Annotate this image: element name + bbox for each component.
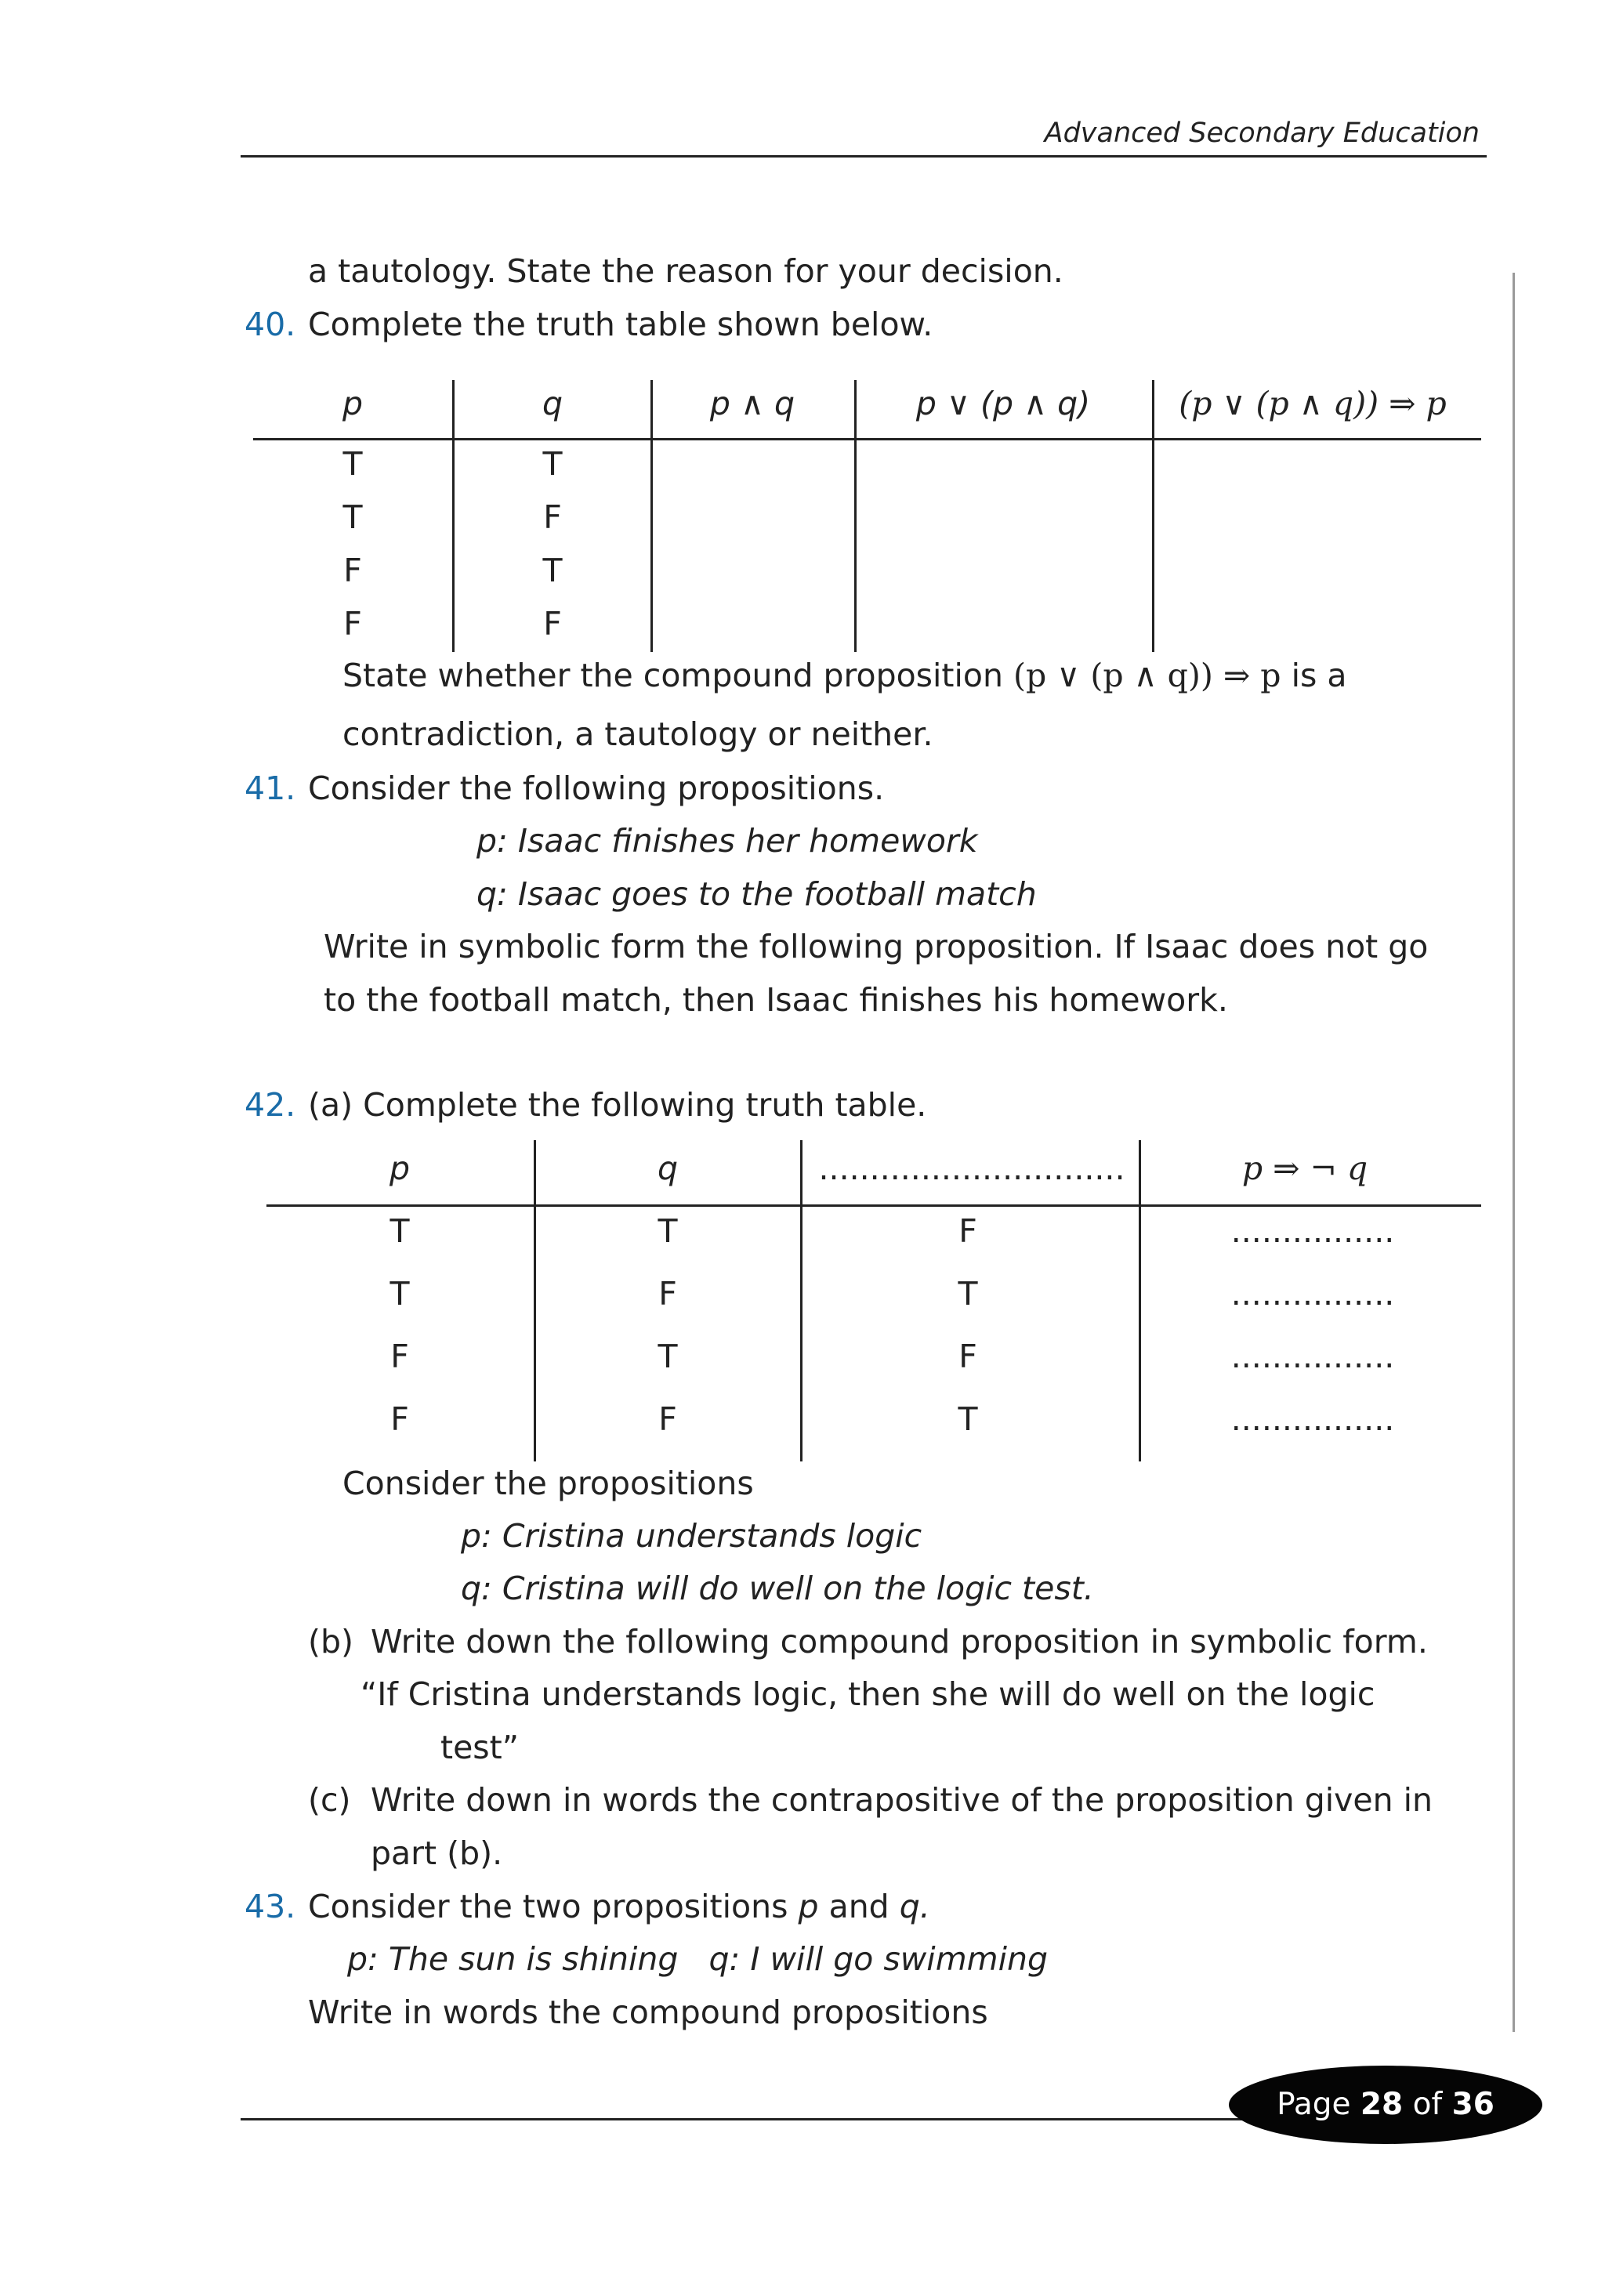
q40-cell: F	[343, 605, 362, 643]
q40-number: 40.	[245, 306, 296, 343]
q42-column-divider	[800, 1140, 802, 1461]
q42-cell: F	[658, 1275, 677, 1313]
q43-write: Write in words the compound propositions	[308, 1994, 988, 2031]
q40-cell: T	[542, 552, 563, 589]
page-of: of	[1412, 2087, 1443, 2122]
q42-b-quote-line2: test”	[440, 1729, 519, 1766]
q41-write-line2: to the football match, then Isaac finishes his homework.	[324, 981, 1228, 1019]
q40-state-pre: State whether the compound proposition	[342, 657, 1003, 694]
q42-cell: T	[958, 1275, 978, 1313]
q42-cell-blank: ................	[1230, 1400, 1395, 1438]
q43-text-q: q.	[899, 1888, 930, 1925]
q42-b-label: (b)	[308, 1623, 354, 1660]
q42-cell: F	[390, 1338, 409, 1375]
q39-tail: a tautology. State the reason for your decision.	[308, 252, 1063, 290]
q40-header-implication: (p ∨ (p ∧ q)) ⇒ p	[1179, 385, 1447, 422]
q42-b-quote-line1: “If Cristina understands logic, then she will do well on the logic	[360, 1675, 1375, 1713]
q43-text-and: and	[818, 1888, 900, 1925]
q40-column-divider	[1152, 380, 1154, 652]
q41-text: Consider the following propositions.	[308, 770, 885, 807]
q42-cell: F	[390, 1400, 409, 1438]
header-title: Advanced Secondary Education	[1044, 118, 1480, 149]
q42-c-text-line2: part (b).	[371, 1834, 503, 1872]
q43-text-p: p	[798, 1888, 819, 1925]
q42-cell: F	[958, 1338, 977, 1375]
q42-proposition-q: q: Cristina will do well on the logic test.	[461, 1570, 1094, 1607]
q43-text-pre: Consider the two propositions	[308, 1888, 799, 1925]
q40-cell: F	[543, 605, 562, 643]
q40-state-post: is a	[1291, 657, 1347, 694]
q42-cell: F	[958, 1212, 977, 1250]
q43-number: 43.	[245, 1888, 296, 1925]
q42-b-text: Write down the following compound proposition in symbolic form.	[371, 1623, 1428, 1660]
q42-header-q: q	[657, 1150, 679, 1187]
q42-number: 42.	[245, 1086, 296, 1124]
page-total: 36	[1451, 2087, 1494, 2122]
q42-column-divider	[534, 1140, 536, 1461]
q40-header-rule	[253, 438, 1481, 440]
q42-header-p: p	[389, 1150, 411, 1187]
q40-text: Complete the truth table shown below.	[308, 306, 933, 343]
q40-header-p-and-q: p ∧ q	[709, 385, 795, 422]
q42-header-blank: ..............................	[818, 1150, 1125, 1187]
q41-proposition-p: p: Isaac finishes her homework	[476, 822, 978, 860]
q40-state-line2: contradiction, a tautology or neither.	[342, 715, 933, 753]
q42-cell: T	[658, 1212, 678, 1250]
q40-state-line1	[342, 656, 1347, 695]
q42-header-rule	[266, 1204, 1481, 1207]
q40-header-q: q	[542, 385, 563, 422]
q42-cell: T	[389, 1275, 410, 1313]
q40-cell: T	[542, 445, 563, 483]
header-rule	[241, 155, 1487, 158]
q40-column-divider	[650, 380, 653, 652]
q42-c-text-line1: Write down in words the contrapositive of the proposition given in	[371, 1781, 1433, 1819]
q42-cell: T	[389, 1212, 410, 1250]
q40-cell: T	[342, 445, 363, 483]
q42-cell-blank: ................	[1230, 1275, 1395, 1313]
q40-header-p-or-p-and-q: p ∨ (p ∧ q)	[915, 385, 1091, 422]
q42-text: (a) Complete the following truth table.	[308, 1086, 927, 1124]
q40-cell: T	[342, 498, 363, 536]
q40-column-divider	[854, 380, 857, 652]
q42-cell-blank: ................	[1230, 1338, 1395, 1375]
q40-column-divider	[452, 380, 455, 652]
q42-column-divider	[1139, 1140, 1141, 1461]
q41-number: 41.	[245, 770, 296, 807]
q42-cell-blank: ................	[1230, 1212, 1395, 1250]
q42-cell: F	[658, 1400, 677, 1438]
q41-write-line1: Write in symbolic form the following proposition. If Isaac does not go	[324, 928, 1429, 965]
margin-change-bar	[1513, 273, 1515, 2032]
q42-cell: T	[958, 1400, 978, 1438]
q42-header-implication: p ⇒ ¬ q	[1241, 1150, 1368, 1187]
q42-proposition-p: p: Cristina understands logic	[461, 1517, 922, 1555]
q42-cell: T	[658, 1338, 678, 1375]
q40-cell: F	[343, 552, 362, 589]
footer-rule	[241, 2118, 1259, 2120]
q41-proposition-q: q: Isaac goes to the football match	[476, 875, 1037, 913]
q40-header-p: p	[342, 385, 364, 422]
page-number-badge	[1229, 2066, 1542, 2144]
q43-text	[308, 1887, 930, 1926]
q42-c-label: (c)	[308, 1781, 351, 1819]
page-word: Page	[1277, 2087, 1351, 2122]
q40-cell: F	[543, 498, 562, 536]
q40-state-expression: (p ∨ (p ∧ q)) ⇒ p	[1013, 657, 1281, 694]
page-current: 28	[1360, 2087, 1404, 2122]
q42-consider: Consider the propositions	[342, 1465, 754, 1502]
q43-propositions: p: The sun is shining q: I will go swimming	[347, 1940, 1048, 1978]
